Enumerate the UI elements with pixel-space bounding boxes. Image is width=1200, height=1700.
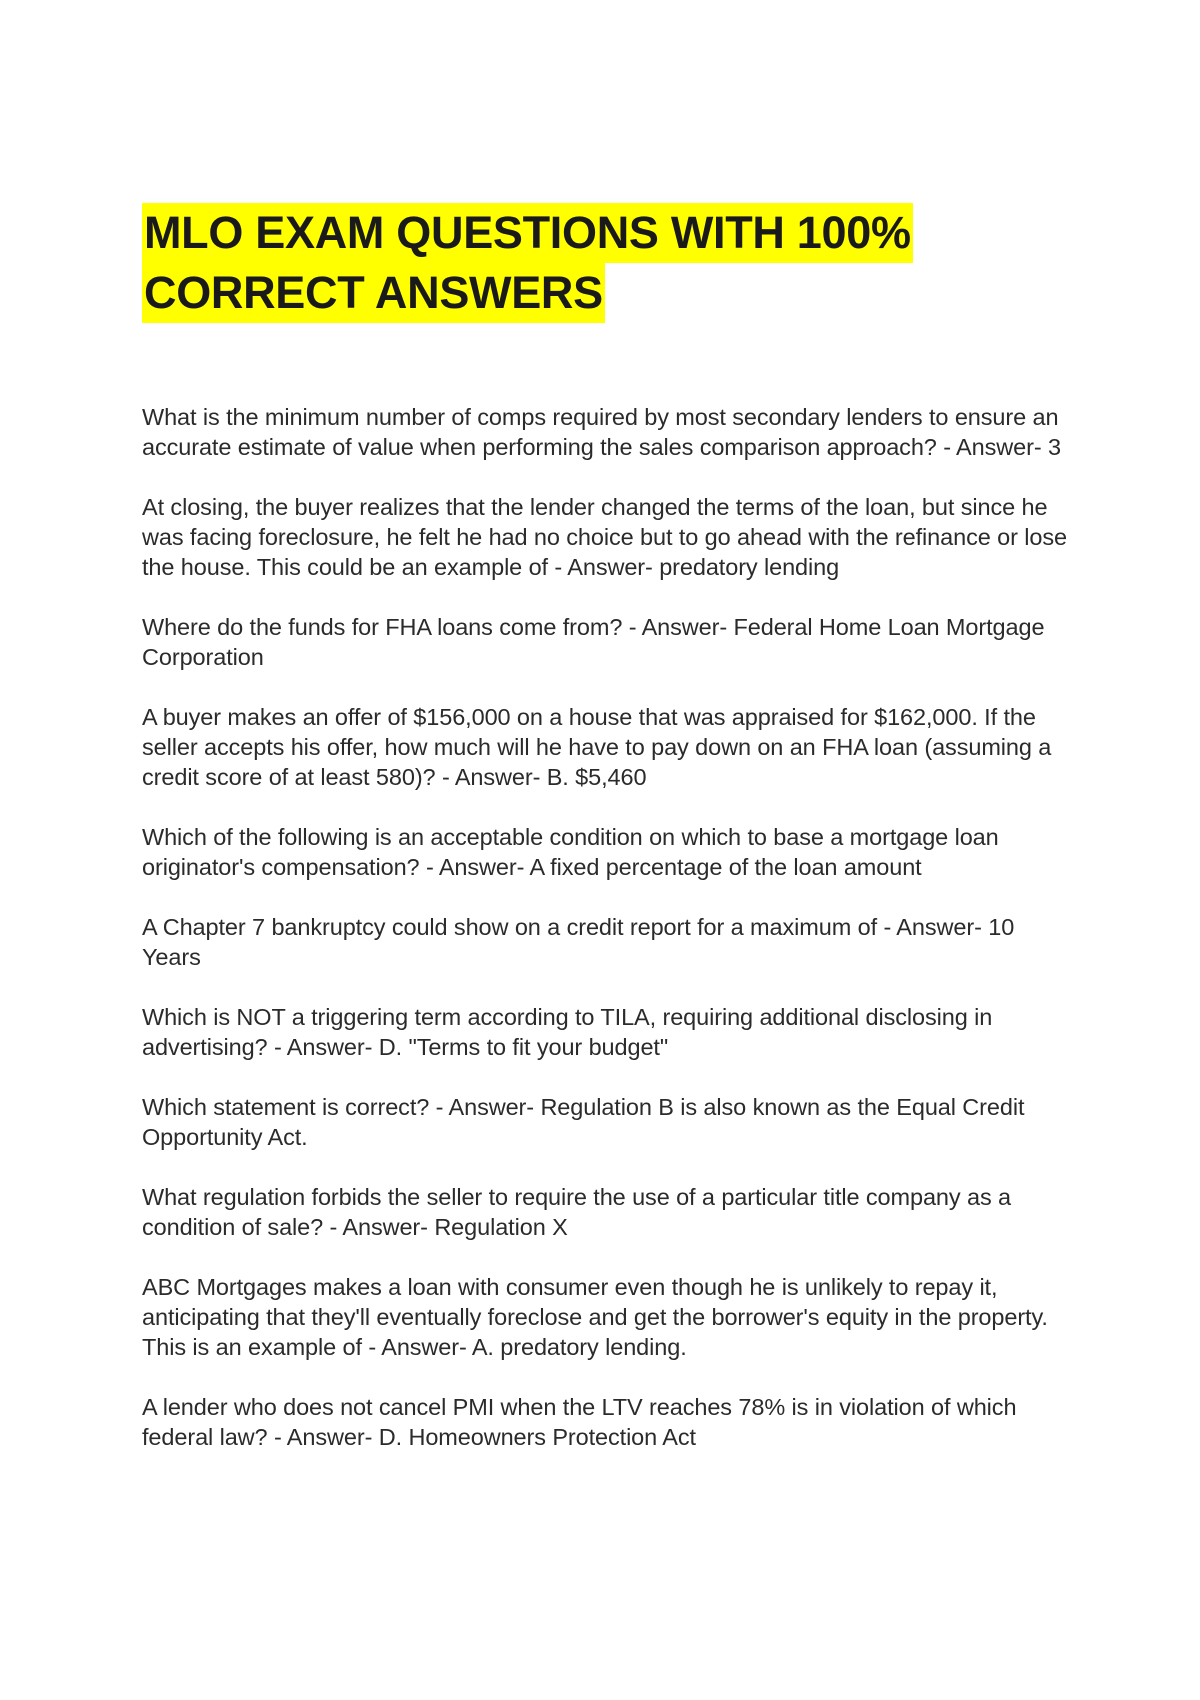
qa-item <box>142 1002 1072 1062</box>
document-title <box>142 203 1042 323</box>
question-text: A buyer makes an offer of $156,000 on a house that was appraised for $162,000. If the seller accepts his offer, how much will he have to pay down on an FHA loan (assuming a credit score of at least 580)? <box>142 704 1052 790</box>
qa-item <box>142 912 1072 972</box>
title-line-1: MLO EXAM QUESTIONS WITH 100% <box>142 203 913 263</box>
answer-separator: - Answer- <box>435 764 547 790</box>
answer-separator: - Answer- <box>936 434 1048 460</box>
answer-separator: - Answer- <box>877 914 989 940</box>
answer-text: predatory lending <box>659 554 840 580</box>
answer-text: A. predatory lending. <box>471 1334 687 1360</box>
qa-item <box>142 402 1072 462</box>
qa-item <box>142 492 1072 582</box>
question-text: What regulation forbids the seller to require the use of a particular title company as a condition of sale? <box>142 1184 1011 1240</box>
answer-text: Regulation X <box>434 1214 568 1240</box>
answer-separator: - Answer- <box>323 1214 435 1240</box>
question-text: What is the minimum number of comps required by most secondary lenders to ensure an accurate estimate of value when performing the sales comparison approach? <box>142 404 1059 460</box>
question-text: A Chapter 7 bankruptcy could show on a credit report for a maximum of <box>142 914 878 940</box>
answer-text: B. $5,460 <box>546 764 647 790</box>
answer-separator: - Answer- <box>267 1424 379 1450</box>
title-line-2: CORRECT ANSWERS <box>142 263 605 323</box>
answer-text: D. "Terms to fit your budget" <box>378 1034 669 1060</box>
qa-item <box>142 1392 1072 1452</box>
answer-text: Regulation B is also known as the Equal Credit Opportunity Act. <box>142 1094 1025 1150</box>
qa-item <box>142 1092 1072 1152</box>
qa-item <box>142 1182 1072 1242</box>
answer-text: 10 Years <box>142 914 1015 970</box>
answer-text: Federal Home Loan Mortgage Corporation <box>142 614 1045 670</box>
question-text: Which of the following is an acceptable condition on which to base a mortgage loan originator's compensation? <box>142 824 999 880</box>
question-text: Which is NOT a triggering term according to TILA, requiring additional disclosing in advertising? <box>142 1004 993 1060</box>
question-text: Where do the funds for FHA loans come from? <box>142 614 623 640</box>
answer-text: D. Homeowners Protection Act <box>378 1424 696 1450</box>
answer-text: A fixed percentage of the loan amount <box>529 854 922 880</box>
question-text: ABC Mortgages makes a loan with consumer even though he is unlikely to repay it, anticipating that they'll eventually foreclose and get the borrower's equity in the property. This is an example of <box>142 1274 1048 1360</box>
answer-separator: - Answer- <box>361 1334 472 1360</box>
question-text: At closing, the buyer realizes that the lender changed the terms of the loan, but since he was facing foreclosure, he felt he had no choice but to go ahead with the refinance or lose the house. This could be an example of <box>142 494 1067 580</box>
qa-item <box>142 612 1072 672</box>
answer-separator: - Answer- <box>429 1094 541 1120</box>
qa-item <box>142 1272 1072 1362</box>
qa-item <box>142 702 1072 792</box>
answer-separator: - Answer- <box>622 614 734 640</box>
question-text: A lender who does not cancel PMI when the LTV reaches 78% is in violation of which federal law? <box>142 1394 1017 1450</box>
answer-separator: - Answer- <box>267 1034 379 1060</box>
question-text: Which statement is correct? <box>142 1094 430 1120</box>
qa-item <box>142 822 1072 882</box>
answer-separator: - Answer- <box>419 854 530 880</box>
answer-text: 3 <box>1047 434 1061 460</box>
qa-list <box>142 402 1072 1482</box>
answer-separator: - Answer- <box>547 554 660 580</box>
